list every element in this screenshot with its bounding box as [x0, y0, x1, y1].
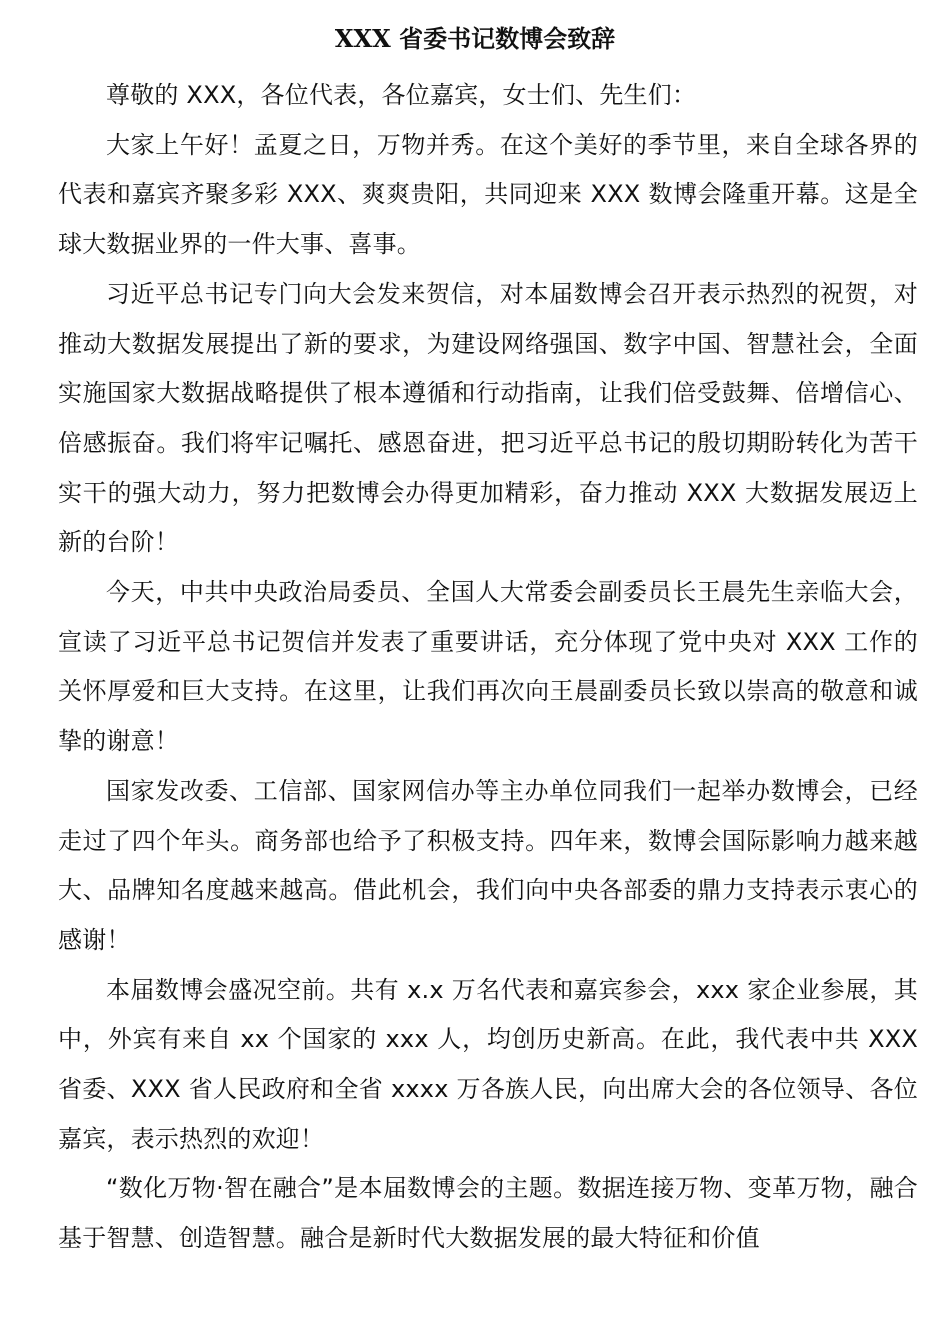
paragraph: 习近平总书记专门向大会发来贺信，对本届数博会召开表示热烈的祝贺，对推动大数据发展提出了新的要求，为建设网络强国、数字中国、智慧社会，全面实施国家大数据战略提供了根本遵循和行动指南，让我们倍受鼓舞、倍增信心、倍感振奋。我们将牢记嘱托、感恩奋进，把习近平总书记的殷切期盼转化为苦干实干的强大动力，努力把数博会办得更加精彩，奋力推动 XXX 大数据发展迈上新的台阶！	[58, 279, 918, 557]
paragraph: 本届数博会盛况空前。共有 x.x 万名代表和嘉宾参会，xxx 家企业参展，其中，外宾有来自 xx 个国家的 xxx 人，均创历史新高。在此，我代表中共 XXX 省委、XXX 省人民政府和全省 xxxx 万各族人民，向出席大会的各位领导、各位嘉宾，表示热烈的欢迎！	[58, 975, 918, 1153]
document-body	[58, 71, 918, 1264]
document-title: XXX 省委书记数博会致辞	[334, 24, 616, 53]
paragraph-salutation: 尊敬的 XXX，各位代表，各位嘉宾，女士们、先生们：	[106, 81, 697, 109]
paragraph: 大家上午好！孟夏之日，万物并秀。在这个美好的季节里，来自全球各界的代表和嘉宾齐聚多彩 XXX、爽爽贵阳，共同迎来 XXX 数博会隆重开幕。这是全球大数据业界的一件大事、喜事。	[58, 130, 918, 259]
paragraph: 国家发改委、工信部、国家网信办等主办单位同我们一起举办数博会，已经走过了四个年头。商务部也给予了积极支持。四年来，数博会国际影响力越来越大、品牌知名度越来越高。借此机会，我们向中央各部委的鼎力支持表示衷心的感谢！	[58, 776, 918, 954]
paragraph: “数化万物·智在融合”是本届数博会的主题。数据连接万物、变革万物，融合基于智慧、创造智慧。融合是新时代大数据发展的最大特征和价值	[58, 1174, 918, 1253]
paragraph: 今天，中共中央政治局委员、全国人大常委会副委员长王晨先生亲临大会，宣读了习近平总书记贺信并发表了重要讲话，充分体现了党中央对 XXX 工作的关怀厚爱和巨大支持。在这里，让我们再次向王晨副委员长致以崇高的敬意和诚挚的谢意！	[58, 578, 918, 756]
